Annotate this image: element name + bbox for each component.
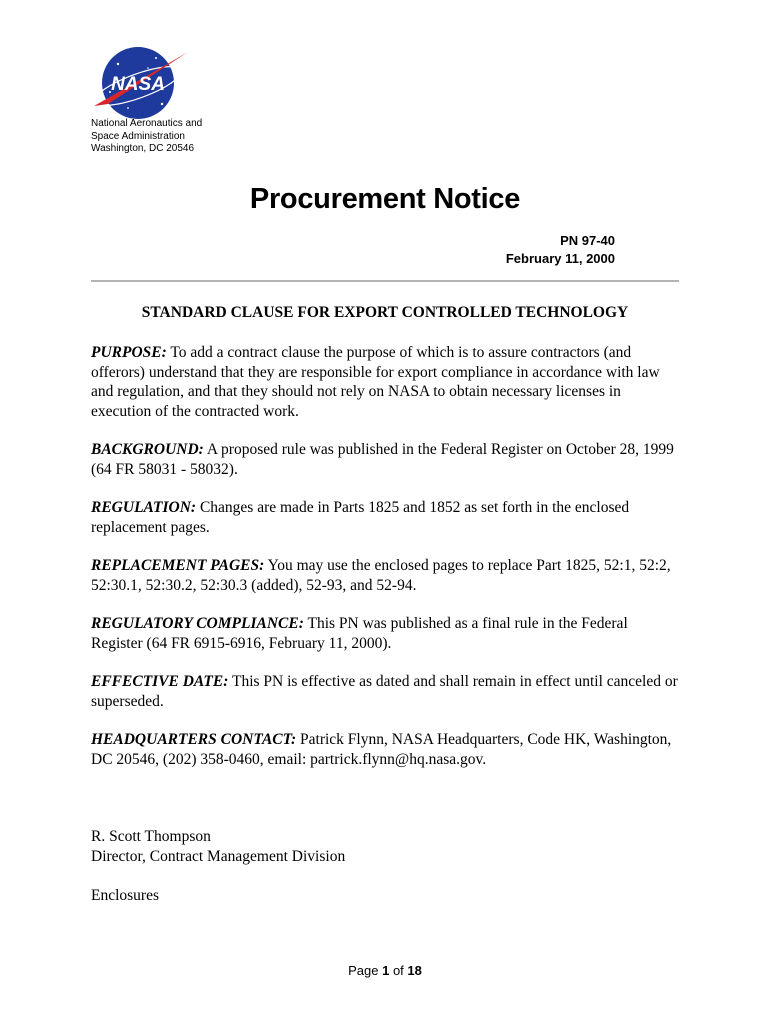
paragraph-text: This PN is effective as dated and shall remain in effect until canceled or superseded.: [91, 673, 678, 710]
section-heading: STANDARD CLAUSE FOR EXPORT CONTROLLED TECHNOLOGY: [141, 304, 629, 321]
paragraph-label: REGULATORY COMPLIANCE:: [91, 615, 304, 632]
regulatory-compliance-paragraph: [91, 614, 681, 653]
notice-number: PN 97-40: [560, 233, 615, 248]
regulation-paragraph: [91, 498, 681, 537]
agency-line: Washington, DC 20546: [91, 143, 195, 154]
page-prefix: Page: [348, 963, 379, 978]
paragraph-label: BACKGROUND:: [91, 441, 204, 458]
notice-body: [91, 343, 681, 788]
paragraph-label: EFFECTIVE DATE:: [91, 673, 229, 690]
page-footer: [0, 963, 770, 978]
paragraph-text: To add a contract clause the purpose of which is to assure contractors (and offerors) understand that they are responsible for export compliance in accordance with law and regulation, and that they should not rely on NASA to obtain necessary licenses in execution of the contracted work.: [91, 344, 660, 420]
nasa-logo-icon: [88, 44, 192, 122]
page-of: of: [392, 963, 404, 978]
paragraph-text: You may use the enclosed pages to replace Part 1825, 52:1, 52:2, 52:30.1, 52:30.2, 52:30.3 (added), 52-93, and 52-94.: [91, 557, 671, 594]
notice-date: February 11, 2000: [505, 251, 615, 266]
background-paragraph: [91, 440, 681, 479]
signatory-title: Director, Contract Management Division: [91, 848, 346, 865]
effective-date-paragraph: [91, 672, 681, 711]
paragraph-label: REGULATION:: [91, 499, 197, 516]
divider: [91, 280, 679, 282]
nasa-logo-text: NASA: [111, 74, 165, 95]
page-total: 18: [407, 963, 422, 978]
signatory-name: R. Scott Thompson: [91, 828, 211, 845]
paragraph-label: REPLACEMENT PAGES:: [91, 557, 265, 574]
page-number: 1: [382, 963, 390, 978]
document-title: Procurement Notice: [249, 183, 521, 215]
headquarters-contact-paragraph: [91, 730, 681, 769]
paragraph-label: HEADQUARTERS CONTACT:: [91, 731, 297, 748]
enclosures-label: Enclosures: [91, 887, 160, 904]
agency-line: National Aeronautics and: [91, 118, 203, 129]
signature-block: [91, 827, 345, 867]
agency-address: [91, 118, 202, 156]
paragraph-text: This PN was published as a final rule in the Federal Register (64 FR 6915-6916, February 11, 2000).: [91, 615, 628, 652]
paragraph-text: Patrick Flynn, NASA Headquarters, Code HK, Washington, DC 20546, (202) 358-0460, email: partrick.flynn@hq.nasa.gov.: [91, 731, 672, 768]
paragraph-text: Changes are made in Parts 1825 and 1852 as set forth in the enclosed replacement pages.: [91, 499, 630, 536]
purpose-paragraph: [91, 343, 681, 421]
agency-line: Space Administration: [91, 130, 185, 142]
notice-info: [506, 232, 615, 268]
paragraph-text: A proposed rule was published in the Federal Register on October 28, 1999 (64 FR 58031 - 58032).: [91, 441, 674, 478]
replacement-pages-paragraph: [91, 556, 681, 595]
paragraph-label: PURPOSE:: [91, 344, 167, 361]
